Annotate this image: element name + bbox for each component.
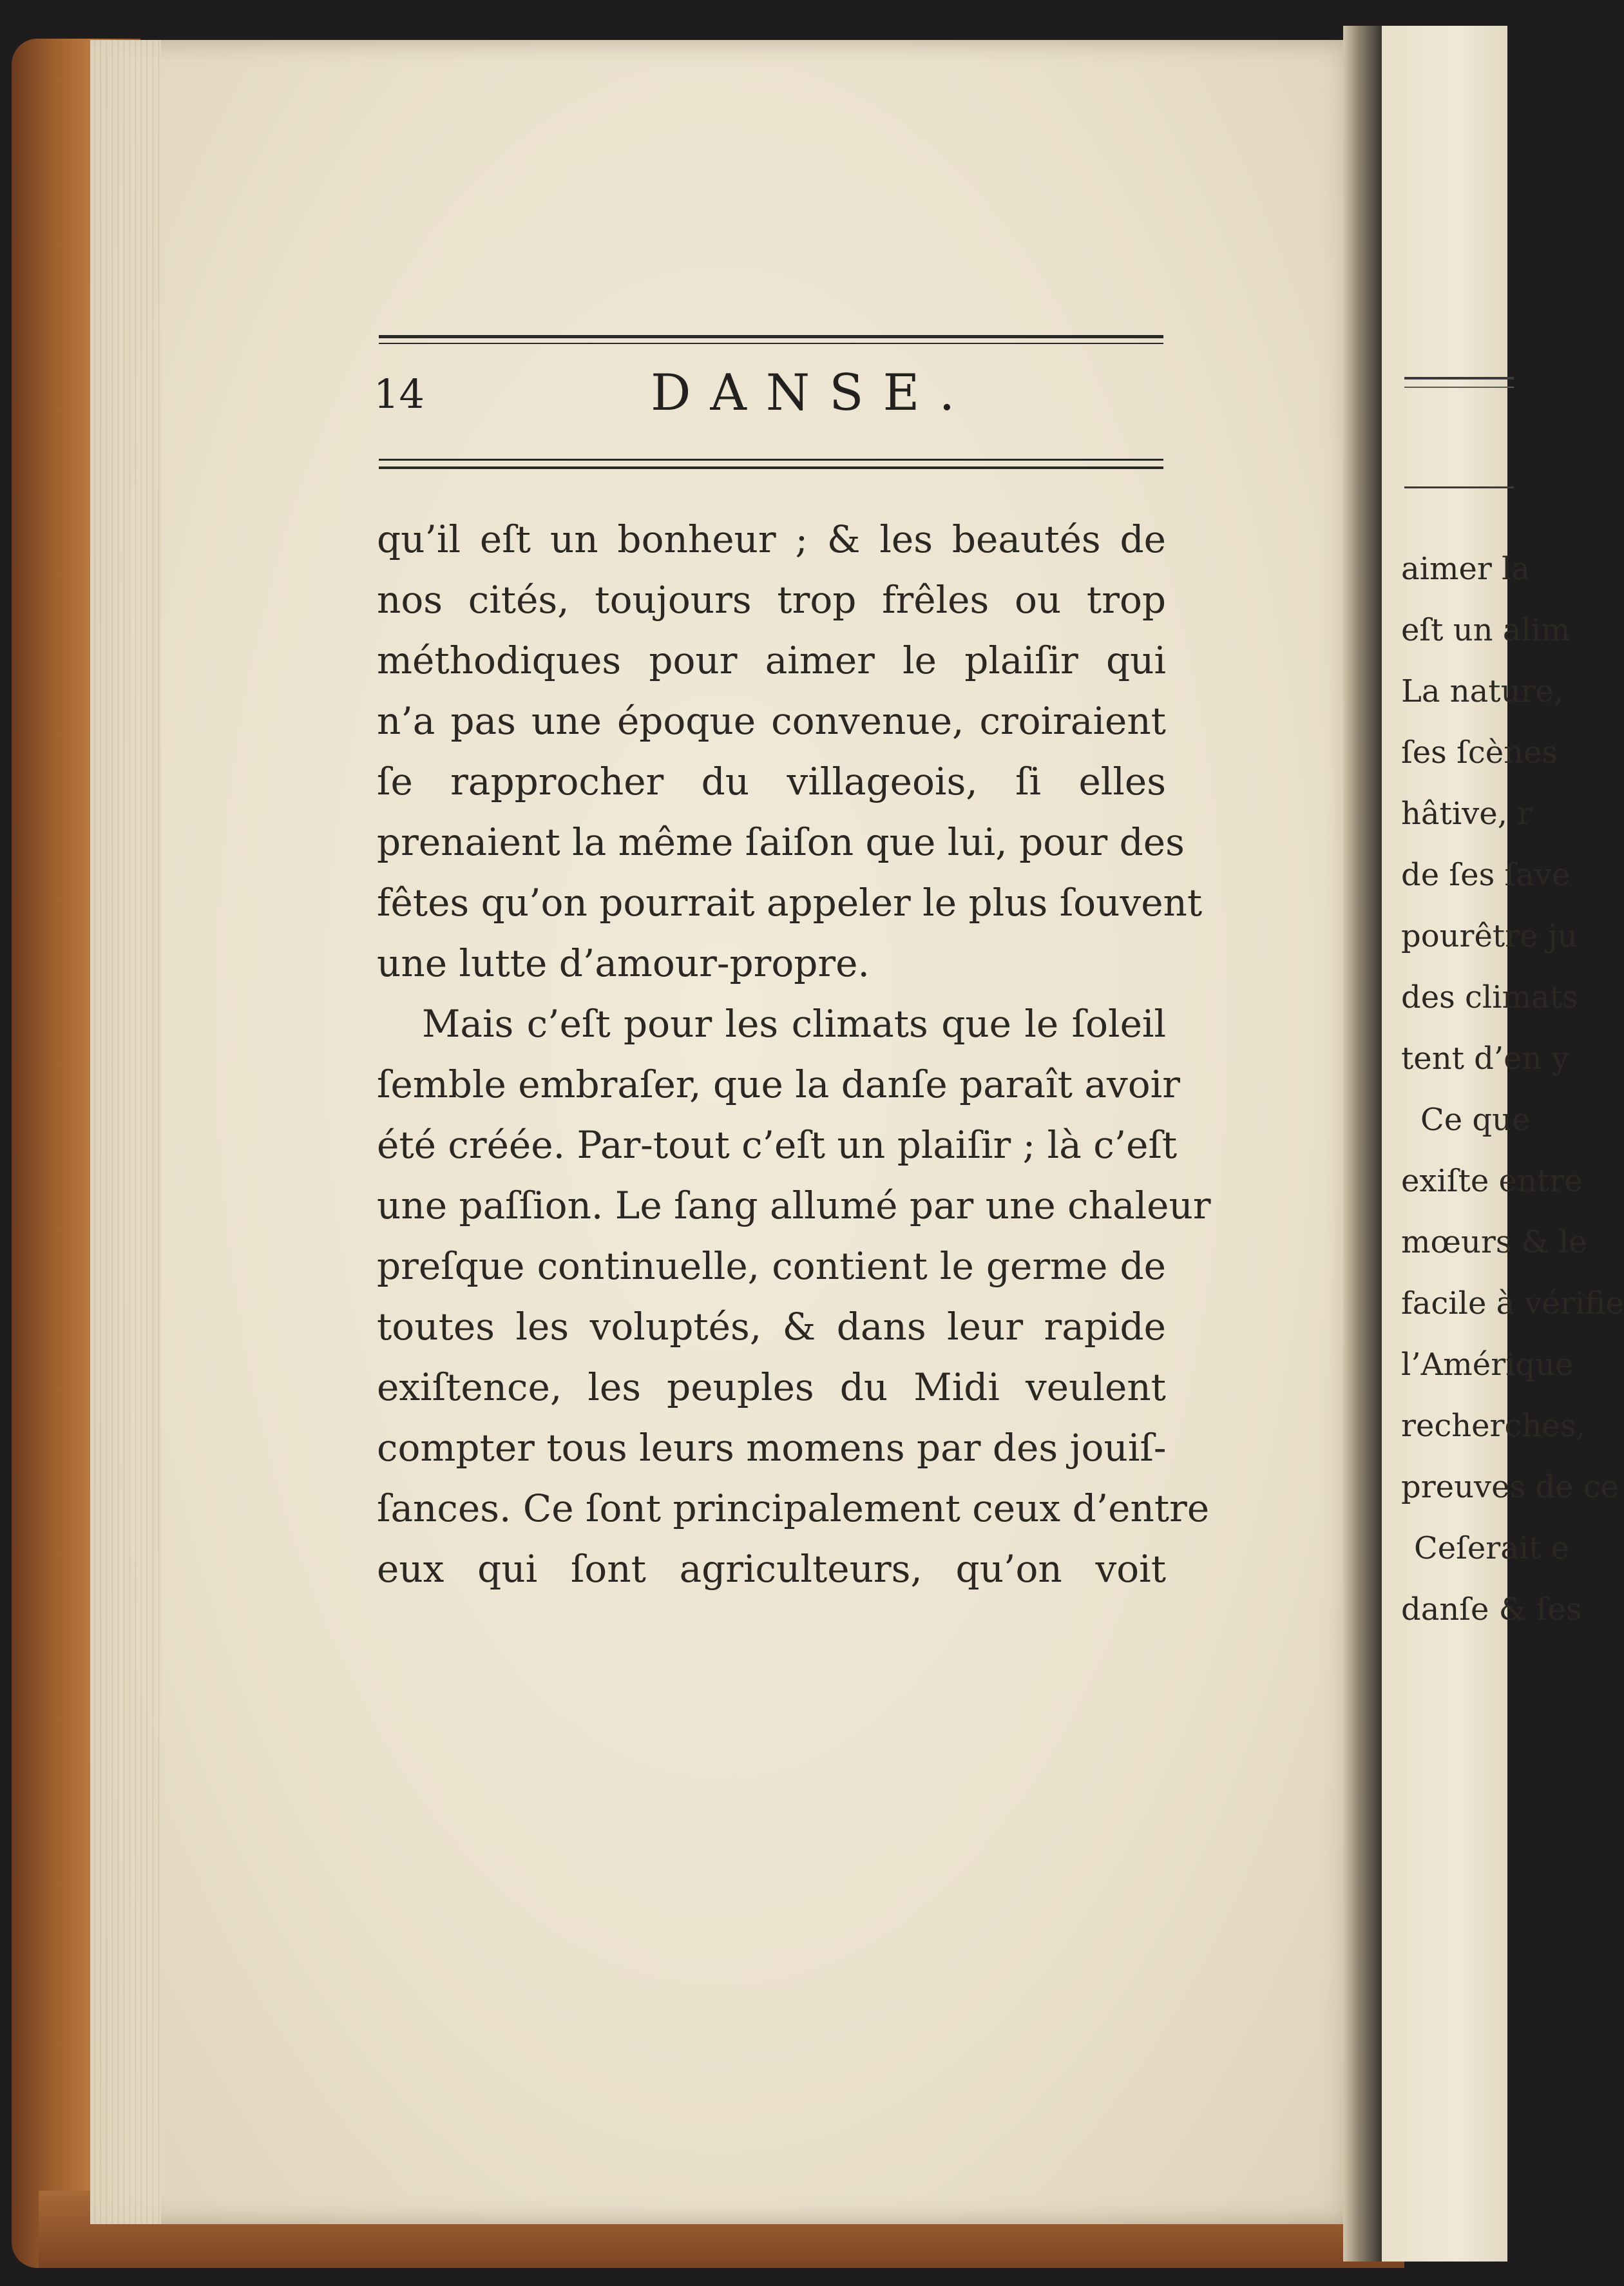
facing-fragment: l’Amérique: [1401, 1347, 1574, 1383]
facing-fragment: hâtive, r: [1401, 796, 1533, 832]
text-line: compter tous leurs momens par des jouiſ-: [377, 1426, 1167, 1470]
text-line: ſemble embraſer, que la danſe paraît avoir: [377, 1062, 1180, 1106]
facing-fragment: danſe & ſes: [1401, 1591, 1582, 1628]
text-line: n’a pas une époque convenue, croiraient: [377, 699, 1166, 743]
facing-fragment: aimer la: [1401, 551, 1531, 587]
header-rule-top-thin: [379, 343, 1163, 344]
facing-fragment: de ſes ſave: [1401, 857, 1571, 893]
text-line: preſque continuelle, contient le germe de: [377, 1244, 1166, 1288]
header-rule-bottom: [379, 459, 1163, 461]
facing-fragment: tent d’en y: [1401, 1041, 1569, 1077]
facing-fragment: preuves de ce: [1401, 1469, 1619, 1505]
facing-fragment: La nature,: [1401, 673, 1564, 709]
running-title: DANSE.: [651, 364, 975, 422]
facing-fragment: Ceſerait e: [1414, 1530, 1570, 1566]
text-line: une paſſion. Le ſang allumé par une chaleur: [377, 1184, 1211, 1227]
text-line: Mais c’eſt pour les climats que le ſoleil: [422, 1002, 1166, 1046]
facing-page: [1382, 26, 1624, 2262]
facing-fragment: eſt un alim: [1401, 612, 1571, 648]
facing-fragment: des climats: [1401, 979, 1578, 1015]
text-line: fêtes qu’on pourrait appeler le plus ſouvent: [377, 881, 1203, 925]
text-line: prenaient la même ſaiſon que lui, pour des: [377, 820, 1185, 864]
running-head: [374, 358, 1172, 428]
text-line: qu’il eſt un bonheur ; & les beautés de: [377, 517, 1166, 561]
facing-fragment: facile à vérifie: [1401, 1285, 1624, 1321]
header-rule-bottom-thick: [379, 466, 1163, 469]
facing-fragment: pourêtre ju: [1401, 918, 1578, 954]
book-gutter: [1343, 26, 1382, 2262]
text-line: nos cités, toujours trop frêles ou trop: [377, 578, 1166, 622]
text-line: ſe rapprocher du villageois, ſi elles: [377, 760, 1166, 803]
text-line: ſances. Ce ſont principalement ceux d’entre: [377, 1486, 1210, 1530]
text-line: une lutte d’amour-propre.: [377, 941, 870, 985]
text-line: été créée. Par-tout c’eſt un plaiſir ; là c’eſt: [377, 1123, 1178, 1167]
facing-fragment: recherches,: [1401, 1408, 1586, 1444]
text-line: toutes les voluptés, & dans leur rapide: [377, 1305, 1166, 1349]
page-edges: [90, 40, 161, 2224]
facing-fragment: ſes ſcènes: [1401, 735, 1558, 771]
facing-header-rule-lower: [1404, 486, 1514, 488]
facing-header-rule-thin: [1404, 387, 1514, 388]
text-line: exiſtence, les peuples du Midi veulent: [377, 1365, 1166, 1409]
facing-fragment: Ce que: [1420, 1102, 1531, 1138]
facing-fragment: mœurs & le: [1401, 1224, 1587, 1260]
body-text: [377, 509, 1211, 1599]
facing-fragment: exiſte entre: [1401, 1163, 1583, 1199]
facing-header-rule: [1404, 377, 1514, 379]
text-line: eux qui ſont agriculteurs, qu’on voit: [377, 1547, 1166, 1591]
text-line: méthodiques pour aimer le plaiſir qui: [377, 639, 1166, 682]
page-number: 14: [374, 370, 425, 418]
header-rule-top: [379, 335, 1163, 338]
